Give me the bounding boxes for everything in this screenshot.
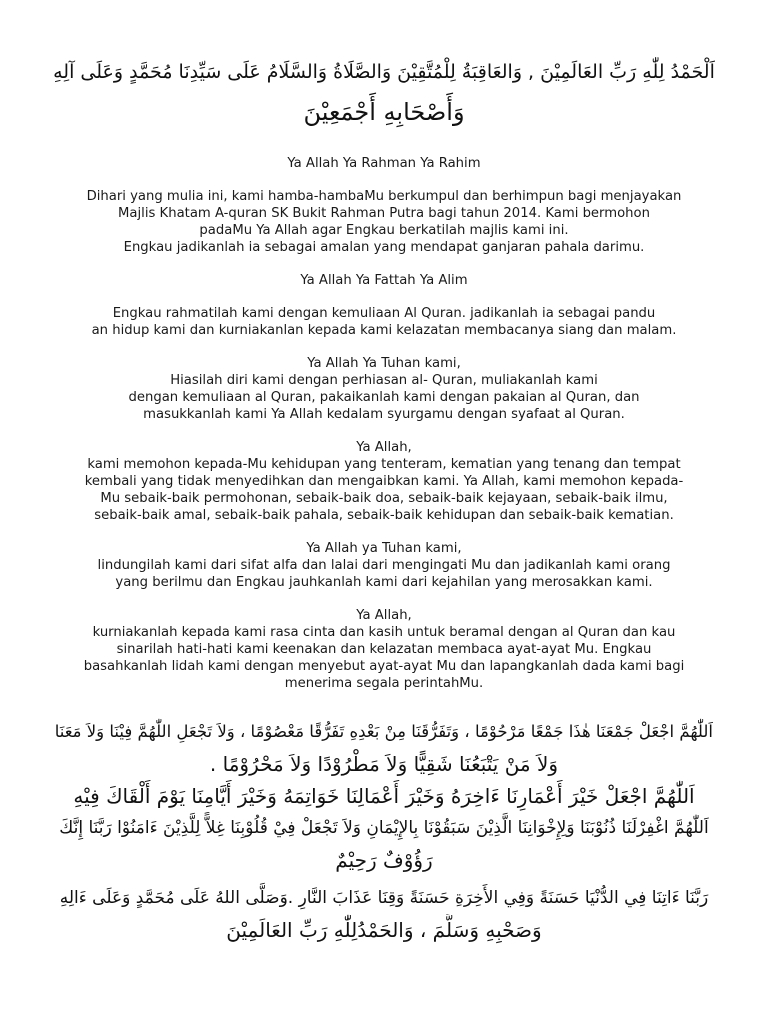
arabic-footer-line: رَبَّنَا ءَاتِنَا فِي الدُّنْيَا حَسَنَةً وَفِي الأَخِرَةِ حَسَنَةً وَقِنَا عَذَابَ النَّارِ .وَصَلَّى اللهُ عَلَى مُحَمَّدٍ وَعَلَى ءَالِهِ — [59, 888, 709, 908]
doa-paragraph — [40, 439, 728, 524]
arabic-footer-line: وَصَحْبِهِ وَسَلَّمَ ، وَالحَمْدُلِلّٰهِ رَبِّ العَالَمِيْنَ — [226, 918, 542, 942]
doa-heading: Ya Allah Ya Rahman Ya Rahim — [287, 156, 481, 171]
doa-line: padaMu Ya Allah agar Engkau berkatilah majlis kami ini. — [199, 223, 569, 238]
doa-line: kembali yang tidak menyedihkan dan mengaibkan kami. Ya Allah, kami memohon kepada- — [84, 474, 684, 489]
arabic-footer-line: اَللّٰهُمَّ اغْفِرْلَنَا ذُنُوْبَنَا وَلِإِخْوَانِنَا الَّذِيْنَ سَبَقُوْنَا بِالإِيْمَانِ وَلاَ تَجْعَلْ فِيْ قُلُوْبِنَا غِلاًّ لِلَّذِيْنَ ءَامَنُوْا رَبَّنَا إِنَّكَ — [59, 818, 709, 838]
doa-heading: Ya Allah Ya Tuhan kami, — [307, 356, 461, 371]
doa-heading: Ya Allah ya Tuhan kami, — [306, 541, 462, 556]
arabic-footer-line: رَؤُوْفٌ رَحِيْمٌ — [335, 848, 433, 872]
doa-line: Hiasilah diri kami dengan perhiasan al- Quran, muliakanlah kami — [170, 373, 598, 388]
doa-paragraph — [40, 272, 728, 289]
doa-line: lindungilah kami dari sifat alfa dan lalai dari mengingati Mu dan jadikanlah kami orang — [97, 558, 671, 573]
doa-heading: Ya Allah, — [356, 440, 412, 455]
arabic-header-line: اَلْحَمْدُ لِلّٰهِ رَبِّ العَالَمِيْنَ , وَالعَاقِبَةُ لِلْمُتَّقِيْنَ وَالصَّلَاةُ وَالسَّلَامُ عَلَى سَيِّدِنَا مُحَمَّدٍ وَعَلَى آلِهِ — [53, 61, 715, 83]
doa-paragraph — [40, 540, 728, 591]
doa-heading: Ya Allah, — [356, 608, 412, 623]
arabic-footer-line: وَلاَ مَنْ يَتْبَعُنَا شَقِيًّا وَلاَ مَطْرُوْدًا وَلاَ مَحْرُوْمًا . — [209, 752, 559, 776]
doa-line: basahkanlah lidah kami dengan menyebut ayat-ayat Mu dan lapangkanlah dada kami bagi — [83, 659, 685, 674]
doa-paragraph — [40, 607, 728, 692]
arabic-footer-line: اَللّٰهُمَّ اجْعَلْ جَمْعَنَا هٰذَا جَمْعًا مَرْحُوْمًا ، وَتَفَرُّقَنَا مِنْ بَعْدِهِ تَفَرُّقًا مَعْصُوْمًا ، وَلاَ تَجْعَلِ اللّٰهُمَّ فِيْنَا وَلاَ مَعَنَا — [55, 722, 713, 741]
doa-paragraph — [40, 155, 728, 172]
doa-line: masukkanlah kami Ya Allah kedalam syurgamu dengan syafaat al Quran. — [143, 407, 625, 422]
malay-doa-body — [40, 155, 728, 708]
doa-paragraph — [40, 305, 728, 339]
doa-line: sebaik-baik amal, sebaik-baik pahala, sebaik-baik kehidupan dan sebaik-baik kematian. — [94, 508, 674, 523]
doa-paragraph — [40, 188, 728, 256]
arabic-header-line: وَأَصْحَابِهِ أَجْمَعِيْنَ — [303, 98, 465, 126]
doa-heading: Ya Allah Ya Fattah Ya Alim — [300, 273, 468, 288]
doa-line: kami memohon kepada-Mu kehidupan yang tenteram, kematian yang tenang dan tempat — [87, 457, 681, 472]
doa-line: menerima segala perintahMu. — [284, 676, 484, 691]
arabic-closing-doa — [55, 716, 713, 946]
doa-line: Majlis Khatam A-quran SK Bukit Rahman Putra bagi tahun 2014. Kami bermohon — [118, 206, 650, 221]
doa-line: yang berilmu dan Engkau jauhkanlah kami dari kejahilan yang merosakkan kami. — [115, 575, 653, 590]
doa-line: Mu sebaik-baik permohonan, sebaik-baik doa, sebaik-baik kejayaan, sebaik-baik ilmu, — [100, 491, 668, 506]
doa-line: an hidup kami dan kurniakanlan kepada kami kelazatan membacanya siang dan malam. — [91, 323, 677, 338]
doa-line: dengan kemuliaan al Quran, pakaikanlah kami dengan pakaian al Quran, dan — [128, 390, 640, 405]
doa-line: sinarilah hati-hati kami keenakan dan kelazatan membaca ayat-ayat Mu. Engkau — [116, 642, 652, 657]
doa-line: kurniakanlah kepada kami rasa cinta dan kasih untuk beramal dengan al Quran dan kau — [92, 625, 676, 640]
doa-line: Dihari yang mulia ini, kami hamba-hambaMu berkumpul dan berhimpun bagi menjayakan — [86, 189, 682, 204]
arabic-footer-line: اَللّٰهُمَّ اجْعَلْ خَيْرَ أَعْمَارِنَا ءَاخِرَهُ وَخَيْرَ أَعْمَالِنَا خَوَاتِمَهُ وَخَيْرَ أَيَّامِنَا يَوْمَ أَلْقَاكَ فِيْهِ — [73, 784, 695, 808]
doa-line: Engkau rahmatilah kami dengan kemuliaan Al Quran. jadikanlah ia sebagai pandu — [112, 306, 656, 321]
doa-paragraph — [40, 355, 728, 423]
arabic-opening-doa — [50, 52, 718, 132]
doa-line: Engkau jadikanlah ia sebagai amalan yang mendapat ganjaran pahala darimu. — [123, 240, 645, 255]
